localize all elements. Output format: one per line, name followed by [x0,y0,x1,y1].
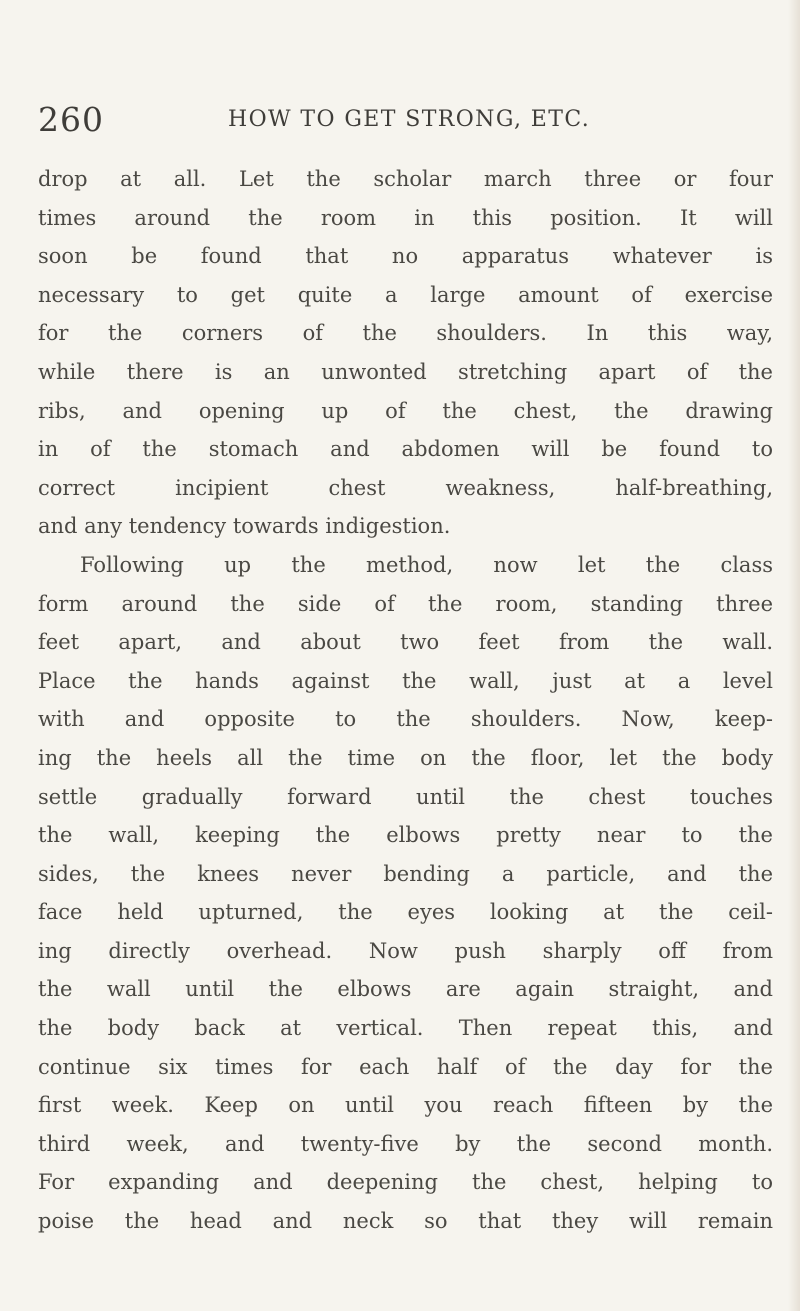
text-line: the wall, keeping the elbows pretty near to the [38,823,773,848]
text-line: For expanding and deepening the chest, helping to [38,1170,773,1195]
text-line: poise the head and neck so that they will remain [38,1209,773,1234]
page-header [38,100,778,144]
text-line: with and opposite to the shoulders. Now, keep- [38,707,773,732]
paragraph-first-line: Following up the method, now let the class [80,552,773,577]
text-line: ing directly overhead. Now push sharply off from [38,938,773,963]
text-line: sides, the knees never bending a particle, and the [38,861,773,886]
text-line: for the corners of the shoulders. In this way, [38,321,773,346]
text-line: Place the hands against the wall, just at a level [38,668,773,693]
text-line: necessary to get quite a large amount of exercise [38,282,773,307]
text-line: correct incipient chest weakness, half-breathing, [38,475,773,500]
text-line: ribs, and opening up of the chest, the drawing [38,398,773,423]
text-line: times around the room in this position. It will [38,205,773,230]
body-text [38,160,773,1241]
page-number: 260 [38,100,104,139]
text-line: ing the heels all the time on the floor, let the body [38,745,773,770]
text-line: while there is an unwonted stretching apart of the [38,359,773,384]
text-line: the body back at vertical. Then repeat this, and [38,1016,773,1041]
text-line: continue six times for each half of the day for the [38,1054,773,1079]
text-line: the wall until the elbows are again straight, and [38,977,773,1002]
text-line: face held upturned, the eyes looking at the ceil- [38,900,773,925]
text-line: settle gradually forward until the chest touches [38,784,773,809]
text-line: soon be found that no apparatus whatever is [38,244,773,269]
paragraph-last-line: and any tendency towards indigestion. [38,514,451,539]
page-edge-shadow [788,0,800,1311]
text-line: third week, and twenty-five by the second month. [38,1131,773,1156]
text-line: drop at all. Let the scholar march three or four [38,167,773,191]
running-head: HOW TO GET STRONG, ETC. [228,107,591,132]
text-line: feet apart, and about two feet from the wall. [38,630,773,655]
text-line: in of the stomach and abdomen will be found to [38,437,773,462]
text-line: first week. Keep on until you reach fifteen by the [38,1093,773,1118]
text-line: form around the side of the room, standing three [38,591,773,616]
